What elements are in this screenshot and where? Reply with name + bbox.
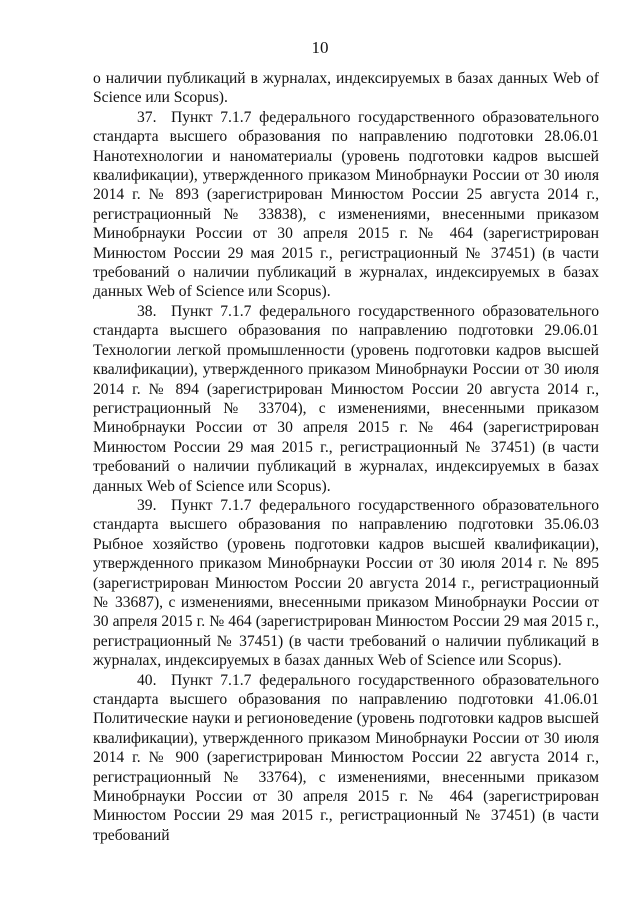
paragraph-number: 38.	[137, 302, 157, 320]
paragraph-item-40	[93, 671, 599, 846]
page-number: 10	[311, 38, 329, 57]
paragraph-continuation	[93, 69, 599, 108]
paragraph-item-38	[93, 302, 599, 496]
paragraph-text: Пункт 7.1.7 федерального государственного образовательного стандарта высшего образования по направлению подготовки 41.06.01 Политические науки и регионоведение (уровень подготовки кадров высшей квалификации), утвержденного приказом Минобрнауки России от 30 июля 2014 г. № 900 (зарегистрирован Минюстом России 22 августа 2014 г., регистрационный № 33764), с изменениями, внесенными приказом Минобрнауки России от 30 апреля 2015 г. № 464 (зарегистрирован Минюстом России 29 мая 2015 г., регистрационный № 37451) (в части требований	[93, 671, 599, 844]
paragraph-number: 39.	[137, 496, 157, 514]
paragraph-number: 37.	[137, 108, 157, 126]
paragraph-text: о наличии публикаций в журналах, индексируемых в базах данных Web of Science или Scopus).	[93, 70, 599, 107]
paragraph-text: Пункт 7.1.7 федерального государственного образовательного стандарта высшего образования по направлению подготовки 28.06.01 Нанотехнологии и наноматериалы (уровень подготовки кадров высшей квалификации), утвержденного приказом Минобрнауки России от 30 июля 2014 г. № 893 (зарегистрирован Минюстом России 25 августа 2014 г., регистрационный № 33838), с изменениями, внесенными приказом Минобрнауки России от 30 апреля 2015 г. № 464 (зарегистрирован Минюстом России 29 мая 2015 г., регистрационный № 37451) (в части требований о наличии публикаций в журналах, индексируемых в базах данных Web of Science или Scopus).	[93, 108, 599, 301]
paragraph-text: Пункт 7.1.7 федерального государственного образовательного стандарта высшего образования по направлению подготовки 29.06.01 Технологии легкой промышленности (уровень подготовки кадров высшей квалификации), утвержденного приказом Минобрнауки России от 30 июля 2014 г. № 894 (зарегистрирован Минюстом России 20 августа 2014 г., регистрационный № 33704), с изменениями, внесенными приказом Минобрнауки России от 30 апреля 2015 г. № 464 (зарегистрирован Минюстом России 29 мая 2015 г., регистрационный № 37451) (в части требований о наличии публикаций в журналах, индексируемых в базах данных Web of Science или Scopus).	[93, 302, 599, 495]
paragraph-item-37	[93, 108, 599, 302]
paragraph-text: Пункт 7.1.7 федерального государственного образовательного стандарта высшего образования по направлению подготовки 35.06.03 Рыбное хозяйство (уровень подготовки кадров высшей квалификации), утвержденного приказом Минобрнауки России от 30 июля 2014 г. № 895 (зарегистрирован Минюстом России 20 августа 2014 г., регистрационный № 33687), с изменениями, внесенными приказом Минобрнауки России от 30 апреля 2015 г. № 464 (зарегистрирован Минюстом России 29 мая 2015 г., регистрационный № 37451) (в части требований о наличии публикаций в журналах, индексируемых в базах данных Web of Science или Scopus).	[93, 496, 599, 670]
paragraph-item-39	[93, 496, 599, 671]
paragraph-number: 40.	[137, 671, 157, 689]
document-body	[93, 69, 599, 845]
